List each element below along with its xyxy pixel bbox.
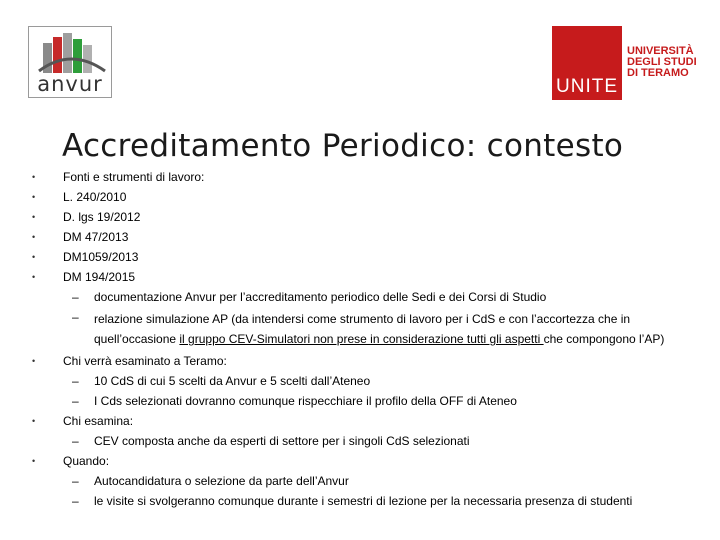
sub-bullet-text-part2: che compongono l’AP) [543, 332, 665, 346]
bullet-icon: • [32, 212, 36, 222]
sub-bullet-text: I Cds selezionati dovranno comunque rispecchiare il profilo della OFF di Ateneo [94, 394, 517, 408]
slide-title: Accreditamento Periodico: contesto [62, 128, 624, 164]
list-item [30, 227, 700, 247]
bullet-icon: • [32, 272, 36, 282]
bullet-icon: • [32, 232, 36, 242]
bullet-icon: • [32, 172, 36, 182]
bullet-icon: • [32, 416, 36, 426]
bullet-icon: • [32, 192, 36, 202]
bullet-text: DM 194/2015 [63, 270, 136, 284]
sub-list-item [30, 491, 700, 511]
unite-line-2: DEGLI STUDI [627, 56, 697, 68]
sub-bullet-text: le visite si svolgeranno comunque durante i semestri di lezione per la necessaria presenza di studenti [94, 494, 633, 508]
list-item [30, 267, 700, 287]
list-item [30, 451, 700, 471]
list-item [30, 351, 700, 371]
list-item [30, 207, 700, 227]
list-item [30, 187, 700, 207]
bullet-text: Chi esamina: [63, 414, 134, 428]
bullet-icon: • [32, 456, 36, 466]
unite-university-name [627, 46, 707, 79]
bullet-icon: • [32, 356, 36, 366]
list-item [30, 411, 700, 431]
list-item [30, 247, 700, 267]
sub-bullet-text: 10 CdS di cui 5 scelti da Anvur e 5 scelti dall’Ateneo [94, 374, 371, 388]
bullet-text: DM1059/2013 [63, 250, 139, 264]
unite-line-3: DI TERAMO [627, 67, 689, 79]
bullet-text: L. 240/2010 [63, 190, 127, 204]
bullet-text: Chi verrà esaminato a Teramo: [63, 354, 227, 368]
sub-bullet-text: documentazione Anvur per l’accreditamento periodico delle Sedi e dei Corsi di Studio [94, 290, 547, 304]
anvur-logo [28, 26, 112, 98]
sub-list-item [30, 391, 700, 411]
dash-icon: – [72, 290, 79, 304]
dash-icon: – [72, 474, 79, 488]
anvur-logo-text: anvur [37, 72, 103, 96]
sub-list-item [30, 431, 700, 451]
sub-bullet-text-part1: relazione simulazione AP (da intendersi come strumento di lavoro per i CdS e con l’accortezza che in quell’occasione [94, 312, 631, 346]
sub-bullet-text: CEV composta anche da esperti di settore per i singoli CdS selezionati [94, 434, 470, 448]
bullet-list [30, 167, 700, 511]
unite-red-box [552, 26, 622, 100]
list-item [30, 167, 700, 187]
unite-line-1: UNIVERSITÀ [627, 45, 694, 57]
sub-list-item [30, 371, 700, 391]
anvur-bars-icon [29, 27, 113, 77]
sub-list-item [30, 471, 700, 491]
sub-list-item [30, 287, 700, 307]
bullet-text: DM 47/2013 [63, 230, 129, 244]
dash-icon: – [72, 310, 79, 324]
dash-icon: – [72, 434, 79, 448]
bullet-icon: • [32, 252, 36, 262]
bullet-text: Quando: [63, 454, 110, 468]
unite-logo-text: UNITE [556, 76, 618, 97]
sub-bullet-text: Autocandidatura o selezione da parte dell’Anvur [94, 474, 349, 488]
bullet-text: D. lgs 19/2012 [63, 210, 141, 224]
bullet-text: Fonti e strumenti di lavoro: [63, 170, 205, 184]
sub-bullet-text-underlined: il gruppo CEV-Simulatori non prese in considerazione tutti gli aspetti [179, 332, 544, 346]
dash-icon: – [72, 394, 79, 408]
sub-list-item [30, 307, 700, 351]
dash-icon: – [72, 374, 79, 388]
unite-logo [552, 26, 702, 100]
dash-icon: – [72, 494, 79, 508]
